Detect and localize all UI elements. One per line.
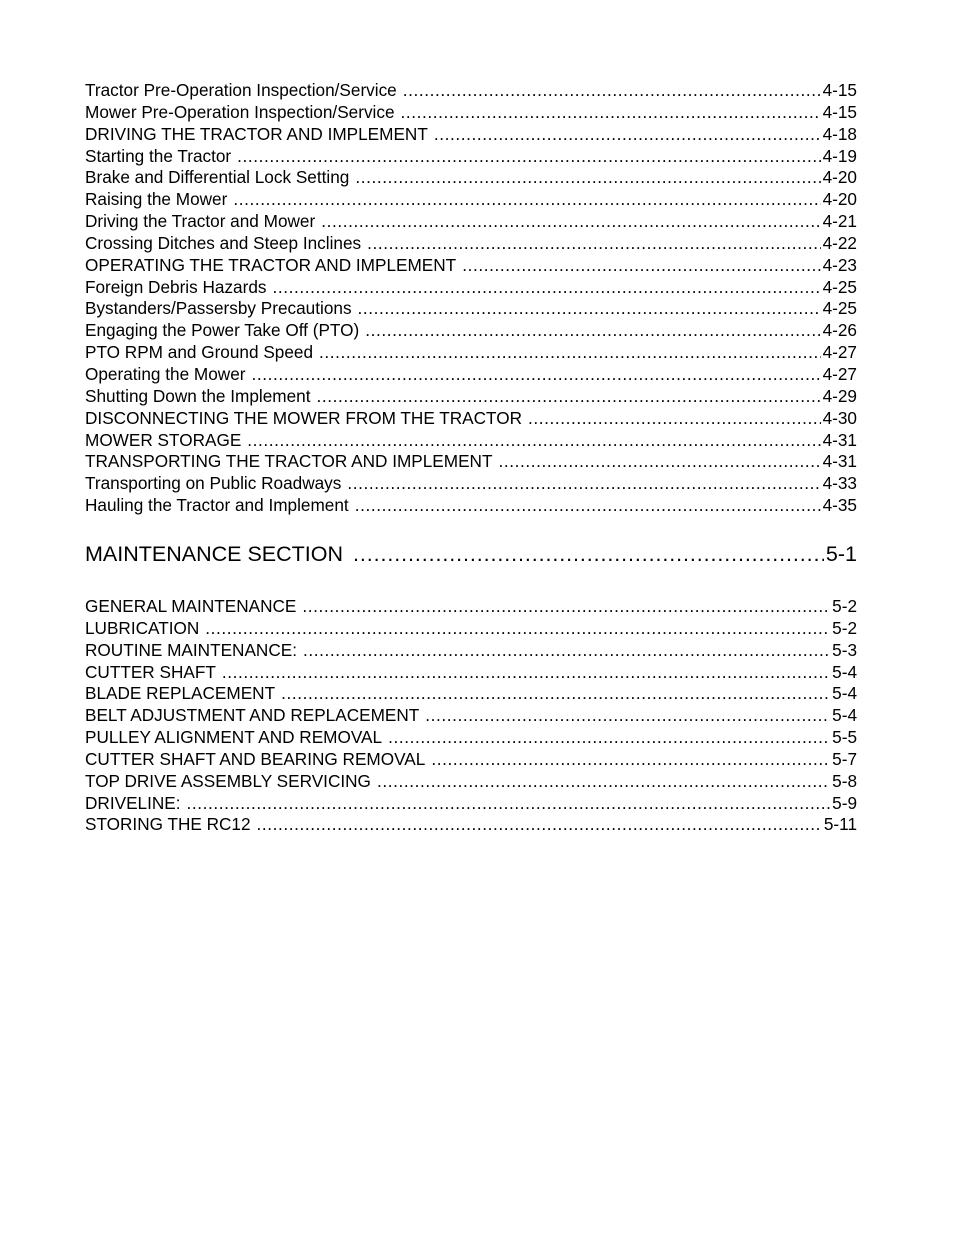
dot-leader <box>347 473 820 495</box>
toc-entry-label: Mower Pre-Operation Inspection/Service <box>85 101 395 122</box>
toc-entry-label: OPERATING THE TRACTOR AND IMPLEMENT <box>85 254 457 275</box>
dot-leader <box>353 540 824 568</box>
toc-section-heading[interactable] <box>85 540 857 568</box>
dot-leader <box>498 451 820 473</box>
dot-leader <box>319 342 821 364</box>
dot-leader <box>257 814 822 836</box>
toc-entry-label: PTO RPM and Ground Speed <box>85 342 314 363</box>
toc-entry[interactable] <box>85 793 857 815</box>
toc-entry[interactable] <box>85 255 857 277</box>
toc-entry[interactable] <box>85 662 857 684</box>
dot-leader <box>316 386 820 408</box>
toc-entry-page: 5-2 <box>832 596 857 616</box>
toc-entry-page: 4-31 <box>822 451 857 472</box>
toc-entry[interactable] <box>85 451 857 473</box>
toc-list-operation <box>85 80 857 517</box>
toc-entry-page: 5-3 <box>832 639 857 660</box>
toc-entry-label: LUBRICATION <box>85 617 200 638</box>
toc-entry-page: 5-4 <box>832 683 857 704</box>
toc-entry[interactable] <box>85 814 857 836</box>
toc-entry-label: BELT ADJUSTMENT AND REPLACEMENT <box>85 705 420 726</box>
dot-leader <box>321 211 820 233</box>
dot-leader <box>434 124 821 146</box>
toc-entry[interactable] <box>85 386 857 408</box>
dot-leader <box>431 749 830 771</box>
toc-entry-page: 5-9 <box>832 792 857 813</box>
section-heading-page: 5-1 <box>825 542 857 566</box>
toc-entry-page: 4-23 <box>822 254 857 275</box>
toc-entry-label: MOWER STORAGE <box>85 429 242 450</box>
toc-entry-page: 4-21 <box>822 211 857 232</box>
toc-entry[interactable] <box>85 189 857 211</box>
dot-leader <box>205 618 830 640</box>
dot-leader <box>273 277 821 299</box>
dot-leader <box>425 705 830 727</box>
toc-entry-label: GENERAL MAINTENANCE <box>85 596 297 616</box>
toc-entry-label: STORING THE RC12 <box>85 814 251 835</box>
toc-entry[interactable] <box>85 320 857 342</box>
toc-entry[interactable] <box>85 727 857 749</box>
toc-entry-page: 4-33 <box>822 473 857 494</box>
toc-entry-page: 4-27 <box>822 342 857 363</box>
toc-entry-page: 4-18 <box>822 123 857 144</box>
toc-entry-label: Brake and Differential Lock Setting <box>85 167 350 188</box>
toc-entry-label: Transporting on Public Roadways <box>85 473 342 494</box>
toc-entry-page: 4-29 <box>822 385 857 406</box>
toc-entry-label: Operating the Mower <box>85 363 246 384</box>
dot-leader <box>462 255 820 277</box>
toc-entry[interactable] <box>85 124 857 146</box>
toc-entry[interactable] <box>85 640 857 662</box>
toc-entry[interactable] <box>85 771 857 793</box>
toc-entry-page: 4-20 <box>822 167 857 188</box>
toc-entry-label: CUTTER SHAFT AND BEARING REMOVAL <box>85 748 426 769</box>
toc-entry-label: DRIVING THE TRACTOR AND IMPLEMENT <box>85 123 428 144</box>
toc-entry[interactable] <box>85 473 857 495</box>
toc-entry[interactable] <box>85 102 857 124</box>
dot-leader <box>281 683 830 705</box>
toc-entry-page: 5-4 <box>832 705 857 726</box>
dot-leader <box>252 364 821 386</box>
dot-leader <box>222 662 830 684</box>
toc-entry-page: 4-25 <box>822 276 857 297</box>
toc-entry-label: DRIVELINE: <box>85 792 181 813</box>
toc-entry-page: 4-31 <box>822 429 857 450</box>
toc-entry-label: Bystanders/Passersby Precautions <box>85 298 352 319</box>
dot-leader <box>401 102 821 124</box>
toc-entry-page: 4-30 <box>822 407 857 428</box>
toc-entry-page: 5-8 <box>832 770 857 791</box>
toc-entry-label: Tractor Pre-Operation Inspection/Service <box>85 80 397 100</box>
toc-entry-label: Foreign Debris Hazards <box>85 276 267 297</box>
toc-entry-page: 4-35 <box>822 495 857 516</box>
toc-entry[interactable] <box>85 80 857 102</box>
toc-entry-label: BLADE REPLACEMENT <box>85 683 276 704</box>
toc-entry-label: Engaging the Power Take Off (PTO) <box>85 320 360 341</box>
toc-entry-page: 4-25 <box>822 298 857 319</box>
toc-entry[interactable] <box>85 233 857 255</box>
toc-entry-page: 4-15 <box>822 80 857 100</box>
dot-leader <box>358 298 821 320</box>
toc-entry[interactable] <box>85 430 857 452</box>
toc-entry-page: 5-11 <box>823 814 857 835</box>
dot-leader <box>247 430 820 452</box>
toc-entry-label: Driving the Tractor and Mower <box>85 211 316 232</box>
toc-entry-label: Crossing Ditches and Steep Inclines <box>85 232 362 253</box>
toc-entry[interactable] <box>85 705 857 727</box>
toc-entry-label: Raising the Mower <box>85 189 228 210</box>
toc-entry[interactable] <box>85 298 857 320</box>
dot-leader <box>377 771 830 793</box>
toc-entry[interactable] <box>85 596 857 618</box>
toc-entry-label: TOP DRIVE ASSEMBLY SERVICING <box>85 770 371 791</box>
toc-entry-page: 4-15 <box>822 101 857 122</box>
dot-leader <box>355 167 820 189</box>
dot-leader <box>187 793 831 815</box>
toc-entry-label: PULLEY ALIGNMENT AND REMOVAL <box>85 727 383 748</box>
toc-entry-page: 4-22 <box>822 232 857 253</box>
toc-entry-label: Starting the Tractor <box>85 145 232 166</box>
dot-leader <box>367 233 820 255</box>
dot-leader <box>233 189 820 211</box>
toc-entry-label: TRANSPORTING THE TRACTOR AND IMPLEMENT <box>85 451 493 472</box>
toc-entry-label: CUTTER SHAFT <box>85 661 216 682</box>
toc-entry-page: 4-19 <box>822 145 857 166</box>
toc-entry-page: 5-2 <box>832 617 857 638</box>
dot-leader <box>403 80 821 102</box>
toc-entry[interactable] <box>85 618 857 640</box>
dot-leader <box>355 495 821 517</box>
dot-leader <box>528 408 821 430</box>
toc-entry[interactable] <box>85 342 857 364</box>
toc-entry[interactable] <box>85 146 857 168</box>
toc-entry[interactable] <box>85 364 857 386</box>
toc-entry[interactable] <box>85 683 857 705</box>
toc-entry[interactable] <box>85 211 857 233</box>
dot-leader <box>237 146 820 168</box>
toc-entry-page: 4-20 <box>822 189 857 210</box>
toc-entry-label: ROUTINE MAINTENANCE: <box>85 639 297 660</box>
toc-entry[interactable] <box>85 408 857 430</box>
dot-leader <box>303 640 830 662</box>
toc-entry[interactable] <box>85 495 857 517</box>
toc-entry-page: 4-27 <box>822 363 857 384</box>
toc-entry[interactable] <box>85 277 857 299</box>
section-heading-label: MAINTENANCE SECTION <box>85 542 344 566</box>
toc-entry[interactable] <box>85 749 857 771</box>
toc-list-maintenance <box>85 596 857 836</box>
toc-entry-page: 5-5 <box>832 727 857 748</box>
toc-entry-label: Shutting Down the Implement <box>85 385 311 406</box>
toc-entry-label: DISCONNECTING THE MOWER FROM THE TRACTOR <box>85 407 523 428</box>
dot-leader <box>388 727 830 749</box>
toc-entry-page: 5-7 <box>832 748 857 769</box>
dot-leader <box>365 320 820 342</box>
dot-leader <box>302 596 830 618</box>
toc-entry-page: 4-26 <box>822 320 857 341</box>
toc-entry[interactable] <box>85 167 857 189</box>
toc-entry-page: 5-4 <box>832 661 857 682</box>
toc-entry-label: Hauling the Tractor and Implement <box>85 495 349 516</box>
